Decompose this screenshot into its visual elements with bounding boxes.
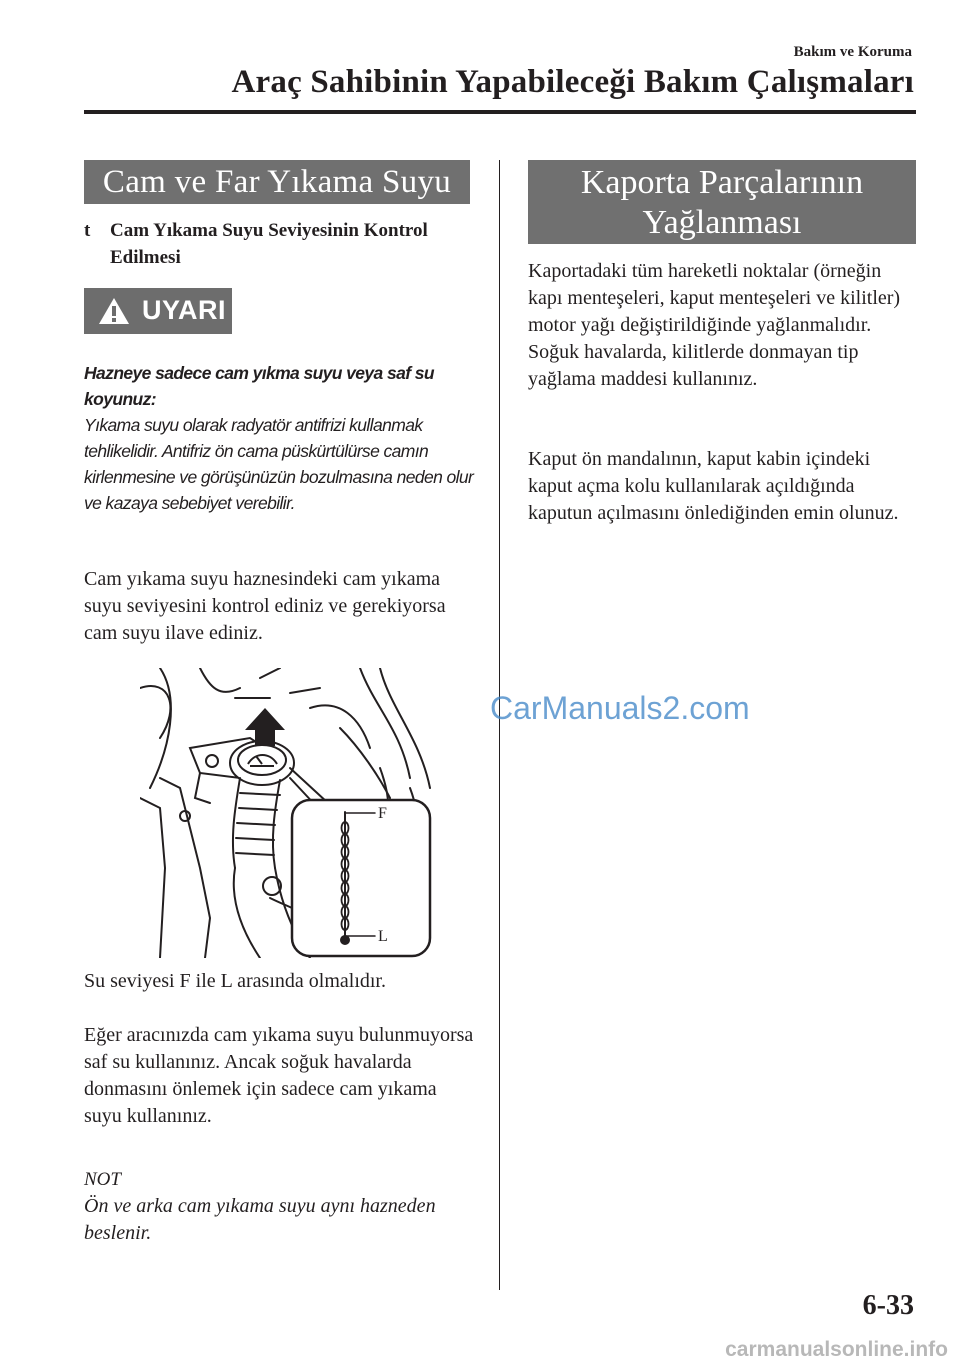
label-full: F — [378, 805, 387, 822]
paragraph-level-range: Su seviyesi F ile L arasında olmalıdır. — [84, 970, 386, 992]
warning-text-block — [84, 360, 474, 516]
paragraph-no-fluid: Eğer aracınızda cam yıkama suyu bulunmuyorsa saf su kullanınız. Ancak soğuk havalarda donmasını önlemek için sadece cam yıkama suyu kullanınız. — [84, 1024, 474, 1127]
section-title-lubrication: Kaporta Parçalarının Yağlanması — [528, 160, 916, 244]
footer-url: carmanualsonline.info — [725, 1338, 948, 1361]
running-header-section: Bakım ve Koruma — [793, 44, 912, 60]
subheading-text: Cam Yıkama Suyu Seviyesinin Kontrol Edilmesi — [110, 220, 428, 268]
watermark-text: CarManuals2.com — [490, 690, 750, 726]
warning-bold-text: Hazneye sadece cam yıkma suyu veya saf su koyunuz: — [84, 363, 434, 409]
paragraph-check-level: Cam yıkama suyu haznesindeki cam yıkama suyu seviyesini kontrol ediniz ve gerekiyorsa cam suyu ilave ediniz. — [84, 568, 446, 644]
paragraph-lubrication: Kaportadaki tüm hareketli noktalar (örneğin kapı menteşeleri, kaput menteşeleri ve kilitler) motor yağı değiştirildiğinde yağlanmalıdır. Soğuk havalarda, kilitlerde donmayan tip yağlama maddesi kullanınız. — [528, 260, 901, 390]
note-text: Ön ve arka cam yıkama suyu aynı hazneden beslenir. — [84, 1195, 436, 1244]
warning-label: UYARI — [142, 295, 227, 325]
section-title-washer-fluid: Cam ve Far Yıkama Suyu — [84, 160, 470, 204]
paragraph-hood-latch: Kaput ön mandalının, kaput kabin içindeki kaput açma kolu kullanılarak açıldığında kaputun açılmasını önlediğinden emin olunuz. — [528, 448, 899, 524]
subheading-marker: t — [84, 220, 91, 241]
page-number: 6-33 — [862, 1290, 914, 1321]
running-header-title: Araç Sahibinin Yapabileceği Bakım Çalışmaları — [231, 64, 914, 100]
arrow-up-icon — [245, 708, 285, 746]
subheading-washer-level — [84, 217, 464, 271]
warning-badge — [84, 288, 232, 334]
washer-reservoir-illustration — [140, 668, 440, 958]
warning-triangle-icon — [97, 296, 131, 326]
warning-body-text: Yıkama suyu olarak radyatör antifrizi kullanmak tehlikelidir. Antifriz ön cama püskürtülürse camın kirlenmesine ve görüşünüzün bozulmasına neden olur ve kazaya sebebiyet verebilir. — [84, 415, 474, 513]
label-low: L — [378, 928, 388, 945]
header-rule — [84, 110, 916, 114]
note-label: NOT — [84, 1169, 121, 1190]
